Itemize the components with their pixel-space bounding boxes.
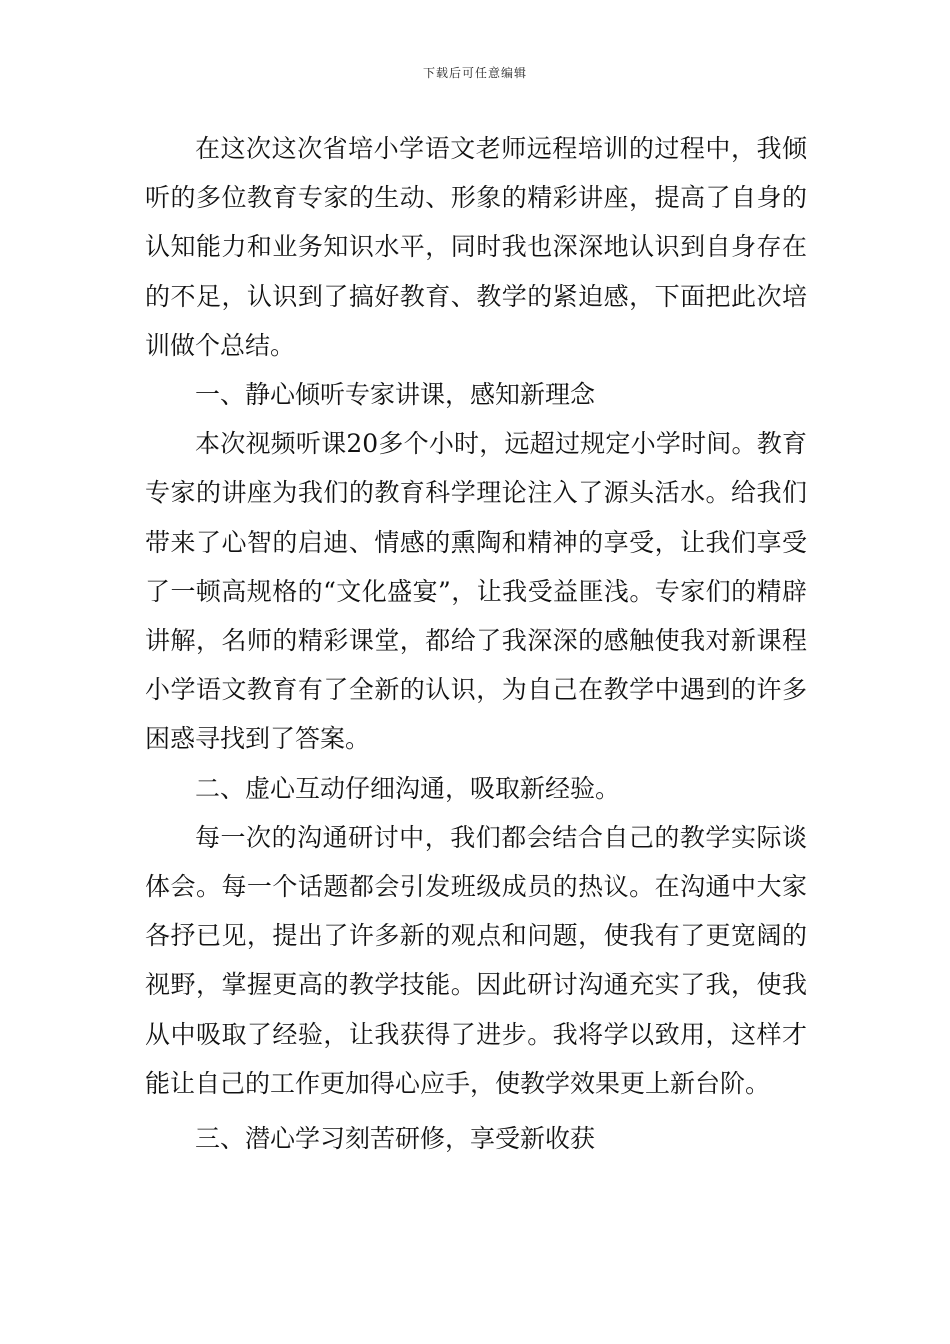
page-header-note: 下载后可任意编辑 <box>422 66 527 80</box>
section-1-heading: 一、静心倾听专家讲课，感知新理念 <box>195 380 596 410</box>
section-2-paragraph: 每一次的沟通研讨中，我们都会结合自己的教学实际谈体会。每一个话题都会引发班级成员的热议。在沟通中大家各抒已见，提出了许多新的观点和问题，使我有了更宽阔的视野，掌握更高的教学技能。因此研讨沟通充实了我，使我从中吸取了经验，让我获得了进步。我将学以致用，这样才能让自己的工作更加得心应手，使教学效果更上新台阶。 <box>145 822 807 1098</box>
section-3-heading: 三、潜心学习刻苦研修，享受新收获 <box>195 1124 596 1154</box>
section-2-heading: 二、虚心互动仔细沟通，吸取新经验。 <box>195 773 621 803</box>
document-body <box>145 124 807 1163</box>
section-1-paragraph: 本次视频听课20多个小时，远超过规定小学时间。教育专家的讲座为我们的教育科学理论注入了源头活水。给我们带来了心智的启迪、情感的熏陶和精神的享受，让我们享受了一顿高规格的“文化盛宴”，让我受益匪浅。专家们的精辟讲解，名师的精彩课堂，都给了我深深的感触使我对新课程小学语文教育有了全新的认识，为自己在教学中遇到的许多困惑寻找到了答案。 <box>145 429 807 754</box>
intro-paragraph: 在这次这次省培小学语文老师远程培训的过程中，我倾听的多位教育专家的生动、形象的精彩讲座，提高了自身的认知能力和业务知识水平，同时我也深深地认识到自身存在的不足，认识到了搞好教育、教学的紧迫感，下面把此次培训做个总结。 <box>145 134 807 360</box>
